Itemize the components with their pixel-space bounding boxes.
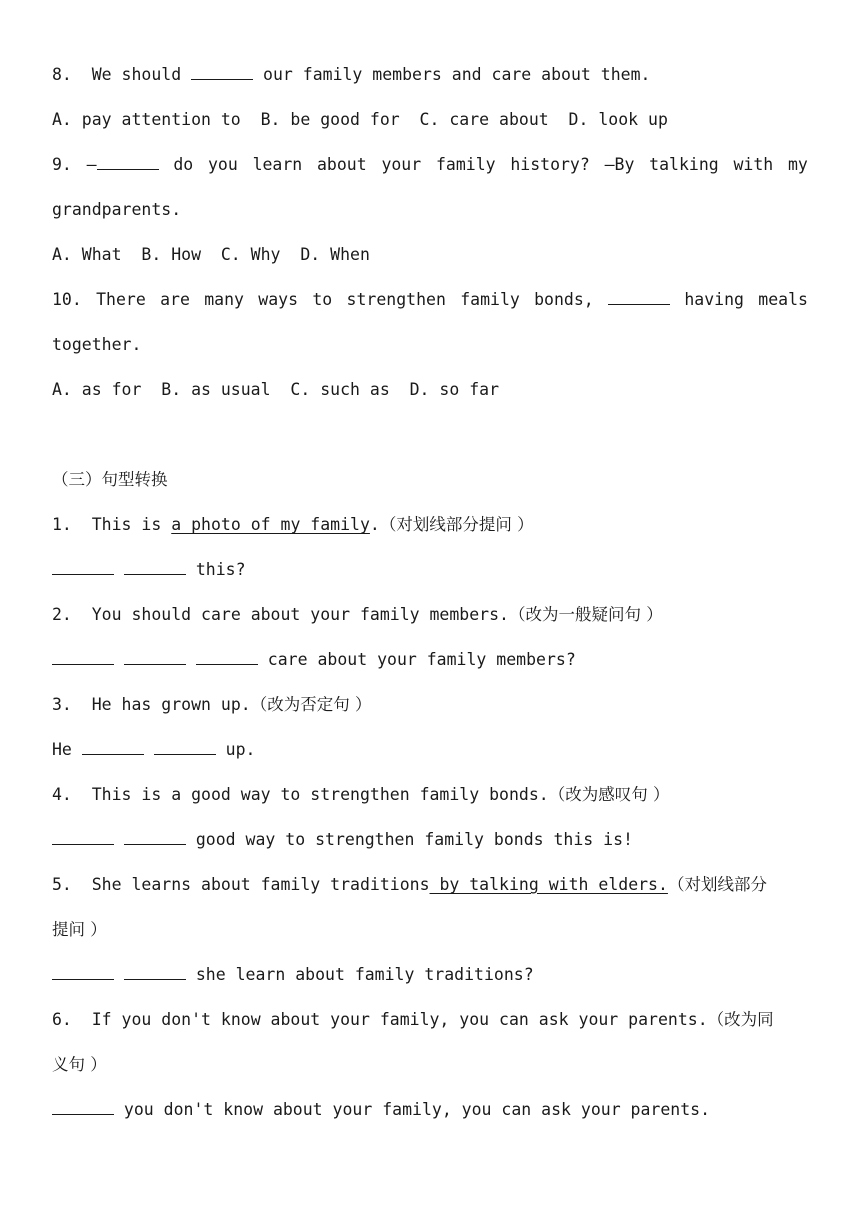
question-number: 5. xyxy=(52,875,72,894)
instruction: （改为感叹句 ） xyxy=(548,785,670,804)
dash: — xyxy=(86,155,97,174)
word: are xyxy=(160,290,190,309)
word: many xyxy=(204,290,244,309)
underlined-text: by talking with elders. xyxy=(429,875,668,894)
question-8 xyxy=(52,57,808,102)
word: ways xyxy=(258,290,299,309)
transform-3 xyxy=(52,687,808,732)
answer-text: you don't know about your family, you can ask your parents. xyxy=(114,1100,711,1119)
question-number: 2. xyxy=(52,605,72,624)
word: learn xyxy=(252,155,303,174)
question-number: 3. xyxy=(52,695,72,714)
transform-3-answer xyxy=(52,732,808,777)
sentence-text: She learns about family traditions xyxy=(91,875,430,894)
word: to xyxy=(312,290,333,309)
transform-5 xyxy=(52,867,808,912)
word: my xyxy=(787,155,808,174)
section-heading: （三）句型转换 xyxy=(52,470,168,489)
question-9-continuation: grandparents. xyxy=(52,200,182,219)
sentence-text: This is a good way to strengthen family bonds. xyxy=(91,785,549,804)
question-10-continuation: together. xyxy=(52,335,142,354)
sentence-text: If you don't know about your family, you can ask your parents. xyxy=(91,1010,708,1029)
question-start xyxy=(87,147,159,192)
question-number: 4. xyxy=(52,785,72,804)
transform-1-answer xyxy=(52,552,808,597)
answer-blank[interactable] xyxy=(52,957,114,980)
answer-blank[interactable] xyxy=(196,642,258,665)
answer-text: care about your family members? xyxy=(257,650,576,669)
transform-5-instruction-cont: 提问 ） xyxy=(52,920,107,939)
word: do xyxy=(173,155,194,174)
word: talking xyxy=(649,155,719,174)
sentence-text: . xyxy=(369,515,380,534)
word: history? xyxy=(510,155,590,174)
answer-blank[interactable] xyxy=(97,147,159,170)
answer-text: He xyxy=(52,740,82,759)
instruction: （对划线部分 xyxy=(667,875,767,894)
word: you xyxy=(207,155,238,174)
sentence-text: You should care about your family members. xyxy=(91,605,509,624)
question-number: 9. xyxy=(52,155,72,174)
word: —By xyxy=(604,155,635,174)
word: your xyxy=(381,155,422,174)
instruction: （改为一般疑问句 ） xyxy=(508,605,663,624)
answer-blank[interactable] xyxy=(52,1092,114,1115)
answer-blank[interactable] xyxy=(52,642,114,665)
transform-2 xyxy=(52,597,808,642)
section-spacer xyxy=(52,417,808,462)
transform-4 xyxy=(52,777,808,822)
instruction: （改为同 xyxy=(707,1010,774,1029)
answer-text: up. xyxy=(215,740,256,759)
instruction: （对划线部分提问 ） xyxy=(379,515,534,534)
question-8-options: A. pay attention to B. be good for C. care about D. look up xyxy=(52,110,668,129)
answer-blank[interactable] xyxy=(124,552,186,575)
question-number: 8. xyxy=(52,65,72,84)
question-9-options: A. What B. How C. Why D. When xyxy=(52,245,370,264)
question-number: 6. xyxy=(52,1010,72,1029)
word: family xyxy=(460,290,520,309)
underlined-text: a photo of my family xyxy=(171,515,370,534)
answer-blank[interactable] xyxy=(191,57,253,80)
answer-blank[interactable] xyxy=(82,732,144,755)
answer-blank[interactable] xyxy=(124,957,186,980)
question-10 xyxy=(52,282,808,327)
answer-text: good way to strengthen family bonds this is! xyxy=(185,830,633,849)
word: There xyxy=(96,290,146,309)
word: meals xyxy=(758,290,808,309)
answer-text: she learn about family traditions? xyxy=(185,965,534,984)
question-9 xyxy=(52,147,808,192)
answer-blank[interactable] xyxy=(124,642,186,665)
question-text: our family members and care about them. xyxy=(263,65,651,84)
sentence-text: This is xyxy=(91,515,172,534)
instruction: （改为否定句 ） xyxy=(250,695,372,714)
word: bonds, xyxy=(534,290,594,309)
question-10-options: A. as for B. as usual C. such as D. so far xyxy=(52,380,500,399)
word: strengthen xyxy=(346,290,446,309)
question-text: We should xyxy=(91,65,182,84)
transform-2-answer xyxy=(52,642,808,687)
transform-6-answer xyxy=(52,1092,808,1137)
worksheet-page xyxy=(52,57,808,1137)
transform-5-answer xyxy=(52,957,808,1002)
word: with xyxy=(733,155,774,174)
answer-text: this? xyxy=(185,560,246,579)
question-number: 1. xyxy=(52,515,72,534)
sentence-text: He has grown up. xyxy=(91,695,251,714)
word: having xyxy=(684,290,744,309)
transform-1 xyxy=(52,507,808,552)
word: about xyxy=(317,155,367,174)
answer-blank[interactable] xyxy=(608,282,670,305)
transform-6-instruction-cont: 义句 ） xyxy=(52,1055,107,1074)
answer-blank[interactable] xyxy=(154,732,216,755)
answer-blank[interactable] xyxy=(52,552,114,575)
word: family xyxy=(435,155,496,174)
answer-blank[interactable] xyxy=(52,822,114,845)
answer-blank[interactable] xyxy=(124,822,186,845)
question-number: 10. xyxy=(52,290,82,309)
transform-6 xyxy=(52,1002,808,1047)
transform-4-answer xyxy=(52,822,808,867)
